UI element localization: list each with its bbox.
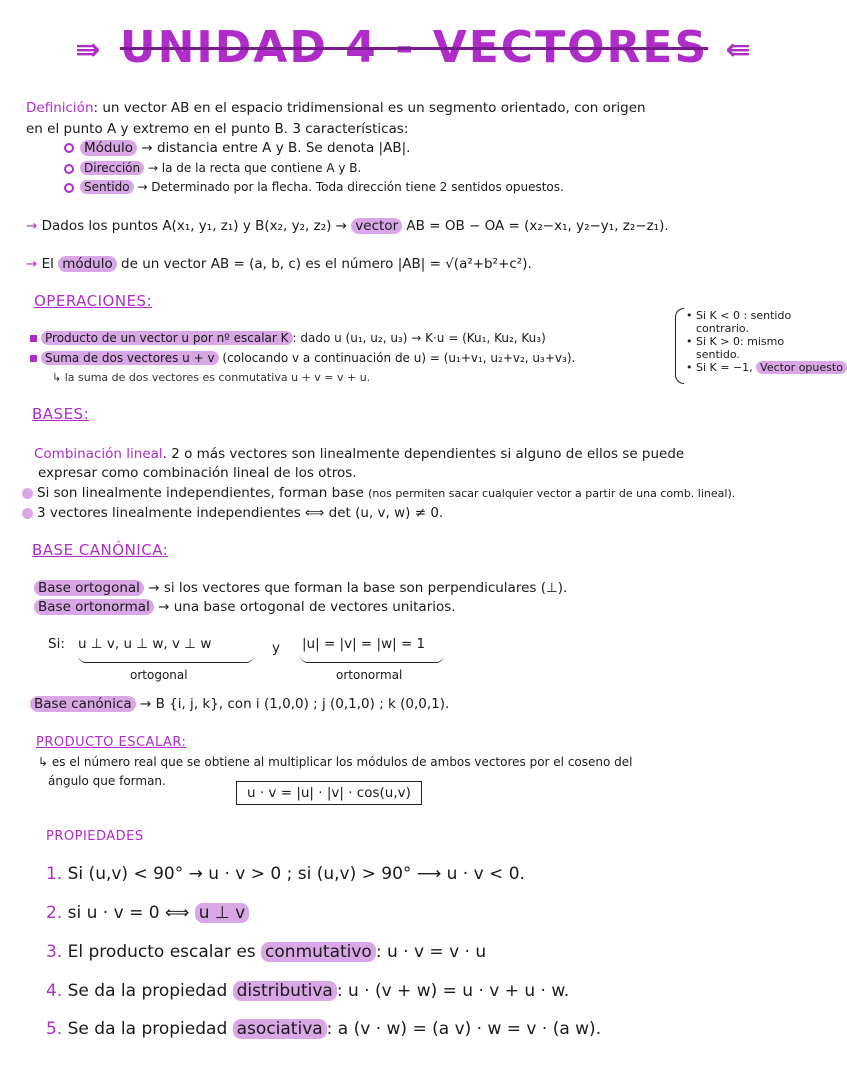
ortonormal-line bbox=[34, 599, 456, 615]
propiedad-hl: conmutativo bbox=[261, 942, 376, 962]
propiedad-after: : a (v · w) = (a v) · w = v · (a w). bbox=[326, 1019, 602, 1039]
comb-line1 bbox=[34, 446, 684, 462]
dados-hl: vector bbox=[351, 218, 402, 234]
si-label: Si: bbox=[48, 636, 65, 652]
propiedad-text: Se da la propiedad bbox=[67, 981, 228, 1001]
modulo-text1: El bbox=[41, 256, 54, 272]
bases-heading: BASES: bbox=[32, 405, 90, 423]
comb-label: Combinación lineal bbox=[34, 446, 163, 462]
canonica-line bbox=[30, 696, 449, 712]
side-notes bbox=[686, 309, 847, 374]
bullet-icon bbox=[64, 164, 74, 174]
propiedad-hl: asociativa bbox=[233, 1019, 327, 1039]
bases-bullet1 bbox=[22, 485, 735, 501]
bullet1-text: Si son linealmente independientes, forman base bbox=[37, 485, 364, 501]
suma-hl: Suma de dos vectores u + v bbox=[41, 351, 219, 365]
side-note: • Si K > 0: mismo bbox=[686, 335, 785, 348]
ortonormal-text: → una base ortogonal de vectores unitarios. bbox=[158, 599, 456, 615]
modulo-text2: de un vector AB = (a, b, c) es el número |AB| = √(a²+b²+c²). bbox=[121, 256, 532, 272]
def-item-sentido bbox=[64, 180, 564, 194]
def-item-label: Sentido bbox=[80, 180, 134, 194]
dados-text1: Dados los puntos A(x₁, y₁, z₁) y B(x₂, y₂, z₂) → bbox=[41, 218, 347, 234]
modulo-line bbox=[26, 256, 532, 272]
unit-text: |u| = |v| = |w| = 1 bbox=[302, 636, 426, 652]
def-item-text: → Determinado por la flecha. Toda dirección tiene 2 sentidos opuestos. bbox=[137, 180, 564, 194]
title-arrow-right: ⇚ bbox=[725, 32, 753, 68]
propiedad-text: El producto escalar es bbox=[67, 942, 256, 962]
side-note: • Si K < 0 : sentido bbox=[686, 309, 792, 322]
side-note-last bbox=[686, 361, 847, 374]
suma-text: (colocando v a continuación de u) = (u₁+v₁, u₂+v₂, u₃+v₃). bbox=[222, 351, 576, 365]
propiedad-after: : u · v = v · u bbox=[375, 942, 487, 962]
ortogonal-text: → si los vectores que forman la base son perpendiculares (⊥). bbox=[148, 580, 568, 596]
underbrace-ortonormal bbox=[300, 654, 444, 663]
comb-text: . 2 o más vectores son linealmente dependientes si alguno de ellos se puede bbox=[162, 446, 685, 462]
escalar-line2: ángulo que forman. bbox=[48, 774, 166, 788]
def-item-label: Dirección bbox=[80, 161, 144, 175]
bullet-square-icon bbox=[30, 335, 37, 342]
propiedad-hl: distributiva bbox=[233, 981, 337, 1001]
propiedad-num: 5. bbox=[46, 1019, 63, 1039]
def-item-text: → la de la recta que contiene A y B. bbox=[147, 161, 362, 175]
perp-text: u ⊥ v, u ⊥ w, v ⊥ w bbox=[78, 636, 212, 652]
side-note: sentido. bbox=[696, 348, 740, 361]
bullet1-small: (nos permiten sacar cualquier vector a partir de una comb. lineal). bbox=[368, 487, 736, 500]
propiedad-num: 3. bbox=[46, 942, 63, 962]
def-item-direccion bbox=[64, 161, 361, 175]
comb-line2: expresar como combinación lineal de los otros. bbox=[38, 465, 357, 481]
modulo-hl: módulo bbox=[58, 256, 117, 272]
side-note: contrario. bbox=[696, 322, 749, 335]
ortonormal-label: ortonormal bbox=[336, 668, 403, 682]
side-note: • Si K = −1, bbox=[686, 361, 753, 374]
base-canonica-heading: BASE CANÓNICA: bbox=[32, 541, 169, 559]
title-arrow-left: ⇛ bbox=[75, 32, 103, 68]
ortogonal-line bbox=[34, 580, 567, 596]
suma-line bbox=[30, 351, 575, 365]
canonica-text: → B {i, j, k}, con i (1,0,0) ; j (0,1,0) ; k (0,0,1). bbox=[139, 696, 450, 712]
definicion-text1: : un vector AB en el espacio tridimensional es un segmento orientado, con origen bbox=[93, 100, 646, 116]
def-item-text: → distancia entre A y B. Se denota |AB|. bbox=[141, 140, 411, 156]
def-item-modulo bbox=[64, 140, 410, 156]
escalar-formula: u · v = |u| · |v| · cos(u,v) bbox=[236, 781, 422, 805]
propiedad-1 bbox=[46, 864, 525, 884]
underbrace-ortogonal bbox=[78, 654, 254, 663]
ortogonal-label: ortogonal bbox=[130, 668, 188, 682]
propiedades-heading: PROPIEDADES bbox=[46, 829, 144, 844]
vector-opuesto-hl: Vector opuesto bbox=[756, 361, 847, 374]
dados-line bbox=[26, 218, 669, 234]
propiedad-num: 2. bbox=[46, 903, 63, 923]
arrow-icon: → bbox=[26, 218, 38, 234]
def-item-label: Módulo bbox=[80, 140, 137, 156]
bullet-icon bbox=[64, 143, 74, 153]
propiedad-2 bbox=[46, 903, 249, 923]
producto-line bbox=[30, 331, 546, 345]
ortogonal-hl: Base ortogonal bbox=[34, 580, 144, 596]
operaciones-heading: OPERACIONES: bbox=[34, 292, 153, 310]
definicion-line2: en el punto A y extremo en el punto B. 3 características: bbox=[26, 121, 409, 137]
ortonormal-hl: Base ortonormal bbox=[34, 599, 154, 615]
propiedad-3 bbox=[46, 942, 486, 962]
propiedad-hl: u ⊥ v bbox=[195, 903, 249, 923]
propiedad-text: Se da la propiedad bbox=[67, 1019, 228, 1039]
definicion-line1 bbox=[26, 100, 646, 116]
bases-bullet2 bbox=[22, 505, 443, 521]
dados-text2: AB = OB − OA = (x₂−x₁, y₂−y₁, z₂−z₁). bbox=[406, 218, 669, 234]
conmutativa-note: ↳ la suma de dos vectores es conmutativa u + v = v + u. bbox=[52, 371, 371, 384]
propiedad-after: : u · (v + w) = u · v + u · w. bbox=[336, 981, 570, 1001]
producto-text: : dado u (u₁, u₂, u₃) → K·u = (Ku₁, Ku₂, Ku₃) bbox=[292, 331, 546, 345]
propiedad-4 bbox=[46, 981, 569, 1001]
page-title bbox=[0, 22, 828, 73]
propiedad-num: 4. bbox=[46, 981, 63, 1001]
bullet-square-icon bbox=[30, 355, 37, 362]
bullet-dot-icon bbox=[22, 488, 33, 499]
bullet-icon bbox=[64, 183, 74, 193]
left-brace bbox=[675, 308, 684, 384]
bullet2-text: 3 vectores linealmente independientes ⟺ det (u, v, w) ≠ 0. bbox=[37, 505, 444, 521]
arrow-icon: → bbox=[26, 256, 38, 272]
definicion-label: Definición bbox=[26, 100, 94, 116]
producto-hl: Producto de un vector u por nº escalar K bbox=[41, 331, 293, 345]
escalar-line1: ↳ es el número real que se obtiene al multiplicar los módulos de ambos vectores por el coseno del bbox=[38, 755, 633, 769]
propiedad-text: si u · v = 0 ⟺ bbox=[67, 903, 190, 923]
title-text: UNIDAD 4 - VECTORES bbox=[119, 22, 709, 73]
propiedad-num: 1. bbox=[46, 864, 63, 884]
propiedad-5 bbox=[46, 1019, 601, 1039]
bullet-dot-icon bbox=[22, 508, 33, 519]
propiedad-text: Si (u,v) < 90° → u · v > 0 ; si (u,v) > 90° ⟶ u · v < 0. bbox=[67, 864, 525, 884]
producto-escalar-heading: PRODUCTO ESCALAR: bbox=[36, 735, 187, 750]
canonica-hl: Base canónica bbox=[30, 696, 136, 712]
y-text: y bbox=[272, 640, 280, 656]
